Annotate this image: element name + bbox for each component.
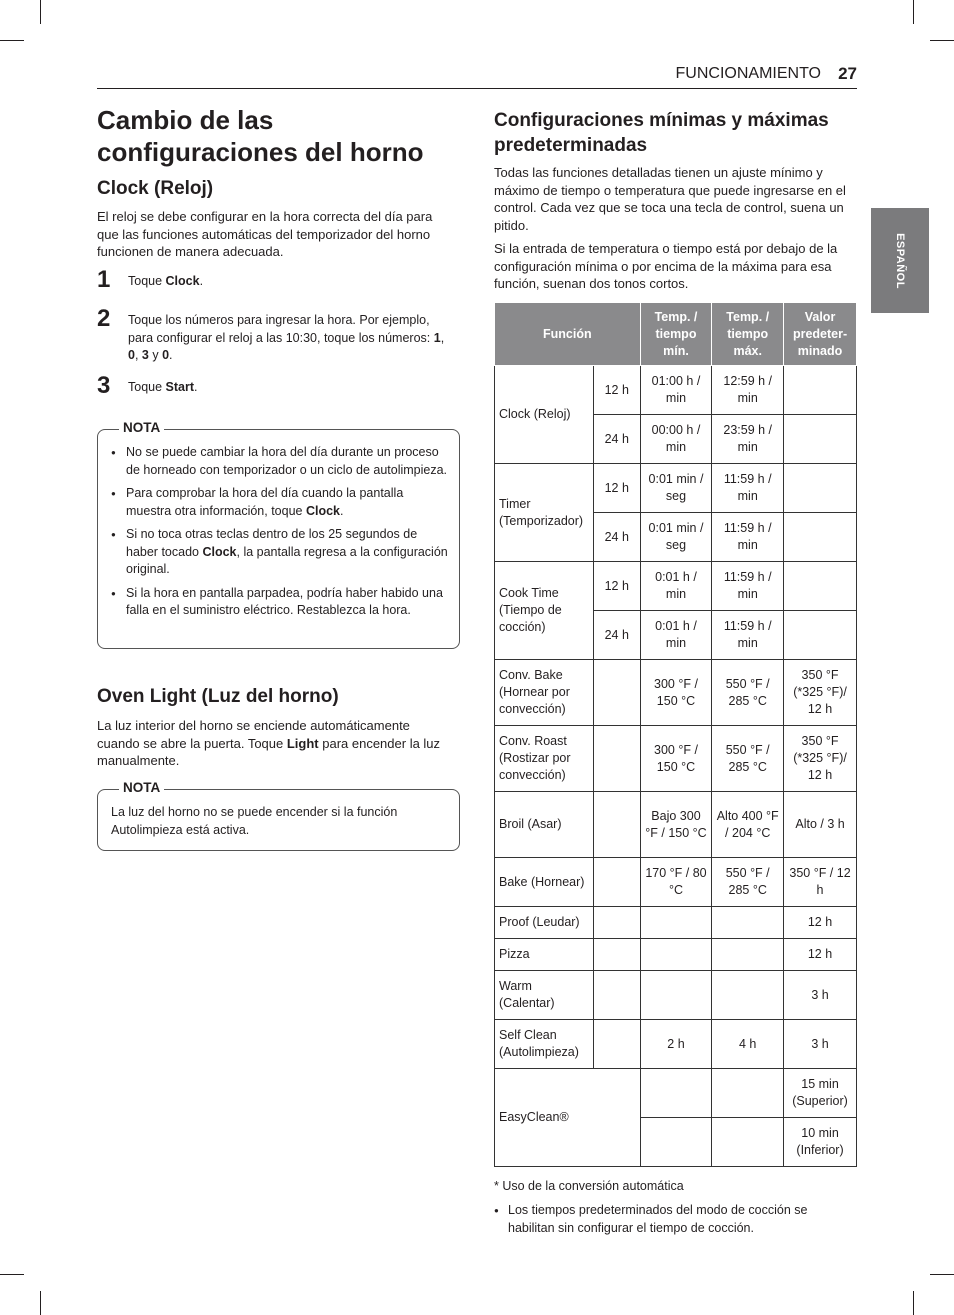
step-1: 1 Toque Clock. [97, 273, 459, 295]
col-header: Valor predeter-minado [784, 303, 857, 366]
defaults-heading: Configuraciones mínimas y máximas predeterminadas [494, 110, 829, 156]
table-row: Pizza 12 h [495, 939, 857, 971]
settings-table [494, 302, 857, 1167]
table-row: 24 h 00:00 h / min 23:59 h / min [495, 415, 857, 464]
defaults-para-1: Todas las funciones detalladas tienen un ajuste mínimo y máximo de tiempo o temperatura que puede ingresarse en el control. Cada vez que se toca una tecla de control, suena un pitido. [494, 165, 846, 233]
row-label: Clock (Reloj) [495, 366, 594, 464]
table-row: Self Clean (Autolimpieza) 2 h 4 h 3 h [495, 1020, 857, 1069]
table-header-row [495, 303, 857, 366]
table-row: Bake (Hornear) 170 °F / 80 °C 550 °F / 285 °C 350 °F / 12 h [495, 858, 857, 907]
light-heading: Oven Light (Luz del horno) [97, 686, 339, 707]
crop-mark [930, 1274, 954, 1275]
page-header [97, 64, 857, 89]
note-item: ● Si la hora en pantalla parpadea, podría haber habido una falla en el suministro eléctrico. Restablezca la hora. [111, 585, 449, 620]
footnote: * Uso de la conversión automática [494, 1179, 684, 1193]
bullet-note: ● Los tiempos predeterminados del modo de cocción se habilitan sin configurar el tiempo de cocción. [494, 1203, 808, 1235]
table-row: Clock (Reloj) 12 h 01:00 h / min 12:59 h / min [495, 366, 857, 415]
defaults-para-2: Si la entrada de temperatura o tiempo está por debajo de la configuración mínima o por encima de la máxima para esa función, suenan dos tonos cortos. [494, 241, 838, 291]
page-number: 27 [838, 64, 857, 83]
table-row: Timer (Temporizador) 12 h 0:01 min / seg 11:59 h / min [495, 464, 857, 513]
step-1-text: Toque Clock. [128, 274, 204, 288]
col-header: Temp. / tiempo máx. [712, 303, 784, 366]
step-3: 3 Toque Start. [97, 379, 459, 401]
col-header: Temp. / tiempo mín. [640, 303, 712, 366]
language-tab: ESPAÑOL [871, 208, 929, 313]
table-row: 10 min (Inferior) [495, 1118, 857, 1167]
light-intro: La luz interior del horno se enciende automáticamente cuando se abre la puerta. Toque Light para encender la luz manualmente. [97, 718, 441, 768]
step-3-text: Toque Start. [128, 380, 198, 394]
note-box-light [97, 780, 460, 851]
note-label: NOTA [119, 780, 164, 795]
table-row: Conv. Roast (Rostizar por convección) 300 °F / 150 °C 550 °F / 285 °C 350 °F (*325 °F)/ 12 h [495, 726, 857, 792]
row-label: Cook Time (Tiempo de cocción) [495, 562, 594, 660]
row-label: Timer (Temporizador) [495, 464, 594, 562]
table-row: Warm (Calentar) 3 h [495, 971, 857, 1020]
step-2: 2 Toque los números para ingresar la hora. Por ejemplo, para configurar el reloj a las 10:30, toque los números: 1, 0, 3 y 0. [97, 312, 459, 368]
crop-mark [913, 1291, 914, 1315]
note-text: La luz del horno no se puede encender si la función Autolimpieza está activa. [111, 805, 398, 837]
table-row: 24 h 0:01 min / seg 11:59 h / min [495, 513, 857, 562]
section-title: FUNCIONAMIENTO [675, 65, 821, 82]
crop-mark [40, 1291, 41, 1315]
note-box-clock [97, 420, 460, 649]
col-header: Función [495, 303, 641, 366]
note-label: NOTA [119, 420, 164, 435]
crop-mark [0, 40, 24, 41]
crop-mark [40, 0, 41, 24]
clock-intro: El reloj se debe configurar en la hora correcta del día para que las funciones automáticas del temporizador del horno funcionen de manera adecuada. [97, 209, 433, 259]
table-row: 24 h 0:01 h / min 11:59 h / min [495, 611, 857, 660]
table-row: EasyClean® 15 min (Superior) [495, 1069, 857, 1118]
crop-mark [0, 1274, 24, 1275]
table-row: Proof (Leudar) 12 h [495, 907, 857, 939]
step-2-text: Toque los números para ingresar la hora. Por ejemplo, para configurar el reloj a las 10:30, toque los números: 1, 0, 3 y 0. [128, 313, 445, 362]
row-label: EasyClean® [495, 1069, 641, 1167]
table-row: Broil (Asar) Bajo 300 °F / 150 °C Alto 400 °F / 204 °C Alto / 3 h [495, 792, 857, 858]
note-item: ● Para comprobar la hora del día cuando la pantalla muestra otra información, toque Clock. [111, 485, 449, 520]
page-title: Cambio de las configuraciones del horno [97, 105, 424, 167]
note-item: ● No se puede cambiar la hora del día durante un proceso de horneado con temporizador o un ciclo de autolimpieza. [111, 444, 449, 479]
note-item: ● Si no toca otras teclas dentro de los 25 segundos de haber tocado Clock, la pantalla regresa a la configuración original. [111, 526, 449, 579]
clock-heading: Clock (Reloj) [97, 178, 214, 199]
table-row: Cook Time (Tiempo de cocción) 12 h 0:01 h / min 11:59 h / min [495, 562, 857, 611]
crop-mark [930, 40, 954, 41]
table-row: Conv. Bake (Hornear por convección) 300 °F / 150 °C 550 °F / 285 °C 350 °F (*325 °F)/ 12 h [495, 660, 857, 726]
crop-mark [913, 0, 914, 24]
